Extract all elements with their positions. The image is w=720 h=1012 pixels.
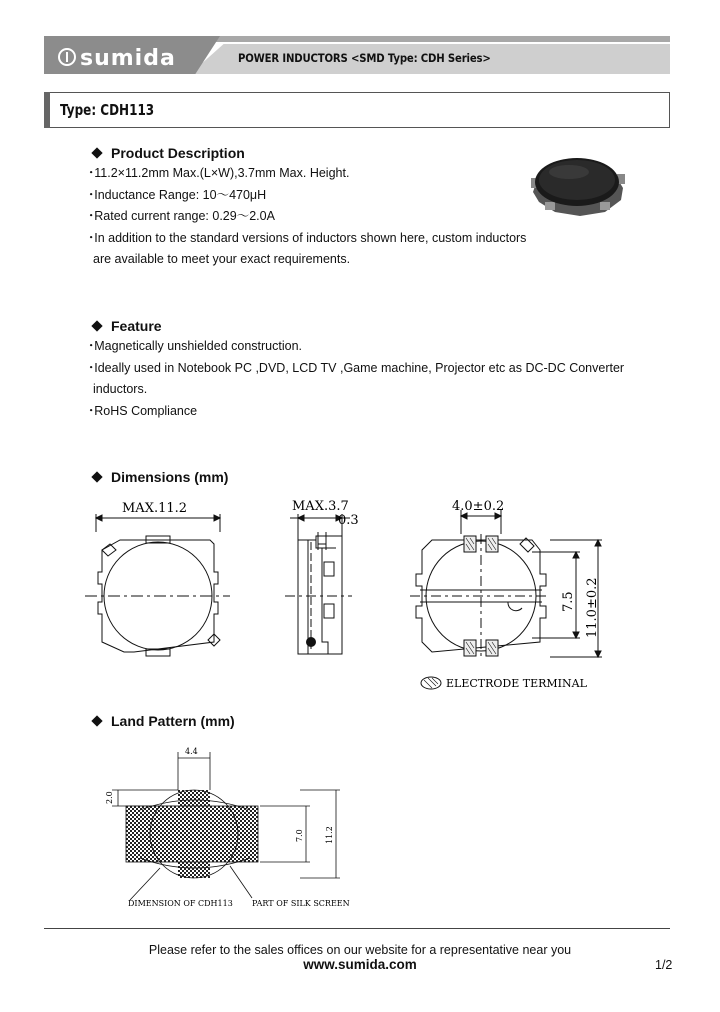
- land-pattern-heading: Land Pattern (mm): [90, 713, 235, 729]
- offset-label: 0.3: [338, 513, 359, 528]
- list-item: ･Inductance Range: 10～470μH: [88, 187, 267, 202]
- land-pattern-drawing: [100, 740, 380, 915]
- list-item: ･Ideally used in Notebook PC ,DVD, LCD TV ,Game machine, Projector etc as DC-DC Converter: [88, 360, 625, 375]
- list-item: ･11.2×11.2mm Max.(L×W),3.7mm Max. Height.: [88, 166, 350, 180]
- feature-list: [88, 336, 624, 422]
- list-item: ･Rated current range: 0.29～2.0A: [88, 209, 275, 223]
- footer-note: Please refer to the sales offices on our website for a representative near you: [148, 943, 572, 957]
- type-box-accent: [44, 92, 50, 128]
- product-description-heading: Product Description: [90, 145, 245, 161]
- max-height-label: MAX.3.7: [292, 499, 349, 514]
- list-item: inductors.: [93, 382, 148, 396]
- diamond-bullet-icon: [91, 320, 102, 331]
- sumida-logo: sumida: [80, 46, 176, 71]
- type-label: Type: CDH113: [60, 101, 155, 119]
- product-description-list: [88, 163, 526, 271]
- diamond-bullet-icon: [91, 471, 102, 482]
- header-title: POWER INDUCTORS <SMD Type: CDH Series>: [238, 51, 491, 65]
- terminal-width-label: 4.0±0.2: [452, 499, 505, 514]
- dimension-label: DIMENSION OF CDH113: [128, 899, 233, 908]
- inner-dim-label: 7.5: [561, 591, 576, 612]
- land-dim-left: 2.0: [105, 791, 114, 804]
- diamond-bullet-icon: [91, 147, 102, 158]
- silk-screen-label: PART OF SILK SCREEN: [252, 899, 350, 908]
- electrode-legend: ELECTRODE TERMINAL: [446, 677, 587, 690]
- list-item: ･In addition to the standard versions of inductors shown here, custom inductors: [88, 230, 527, 245]
- page-number: 1/2: [655, 958, 673, 972]
- footer-rule: [44, 928, 670, 929]
- outer-dim-label: 11.0±0.2: [585, 577, 600, 638]
- dimensions-drawing: [80, 492, 620, 692]
- land-dim-top: 4.4: [185, 747, 198, 756]
- list-item: ･RoHS Compliance: [88, 403, 198, 418]
- diamond-bullet-icon: [91, 715, 102, 726]
- feature-heading: Feature: [90, 318, 162, 334]
- sumida-logo-icon: [58, 48, 76, 66]
- footer-website-link[interactable]: www.sumida.com: [303, 957, 417, 972]
- list-item: ･Magnetically unshielded construction.: [88, 339, 303, 353]
- land-dim-mid: 7.0: [295, 829, 304, 842]
- product-photo: [525, 150, 630, 222]
- dimensions-heading: Dimensions (mm): [90, 469, 228, 485]
- land-dim-right: 11.2: [325, 826, 334, 844]
- max-width-label: MAX.11.2: [122, 501, 188, 516]
- list-item: are available to meet your exact requirements.: [93, 252, 351, 266]
